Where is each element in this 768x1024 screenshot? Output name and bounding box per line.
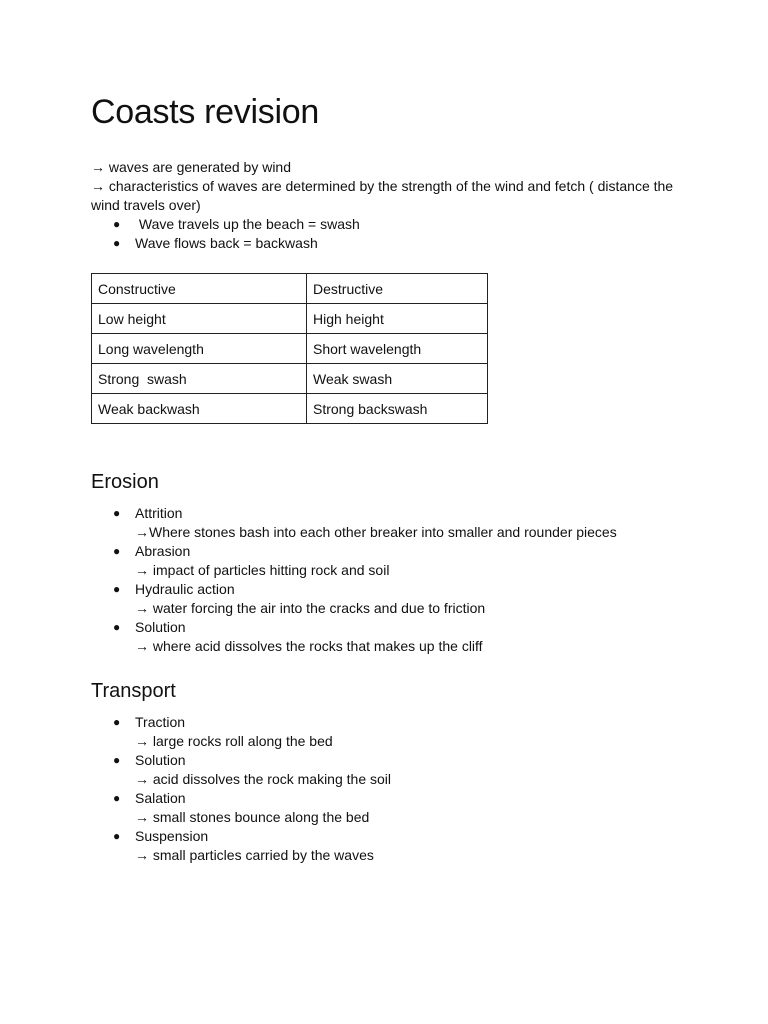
bullet-icon: ● <box>113 506 121 520</box>
transport-list <box>91 713 681 865</box>
erosion-heading: Erosion <box>91 471 159 493</box>
intro-line: → characteristics of waves are determined by the strength of the wind and fetch ( distance the wind travels over) <box>91 178 674 213</box>
list-item <box>91 234 681 253</box>
erosion-list <box>91 504 681 656</box>
list-item-term: Hydraulic action <box>135 581 235 597</box>
list-item-text: Wave flows back = backwash <box>135 235 318 251</box>
intro-section <box>91 158 681 253</box>
list-item-description: → impact of particles hitting rock and soil <box>135 562 390 578</box>
wave-comparison-table <box>91 273 488 424</box>
bullet-icon: ● <box>113 791 121 805</box>
list-item-term: Solution <box>135 619 186 635</box>
list-item <box>91 713 681 751</box>
list-item-term: Salation <box>135 790 186 806</box>
list-item <box>91 580 681 618</box>
erosion-section <box>91 504 681 656</box>
bullet-icon: ● <box>113 829 121 843</box>
intro-line: → waves are generated by wind <box>91 159 291 175</box>
table-row <box>92 364 488 394</box>
list-item-term: Suspension <box>135 828 209 844</box>
table-header-cell: Constructive <box>92 274 307 304</box>
table-header-cell: Destructive <box>307 274 488 304</box>
table-cell: Strong backswash <box>307 394 488 424</box>
table-cell: Long wavelength <box>92 334 307 364</box>
list-item <box>91 215 681 234</box>
bullet-icon: ● <box>113 582 121 596</box>
transport-section <box>91 713 681 865</box>
list-item-description: →Where stones bash into each other breaker into smaller and rounder pieces <box>135 524 617 540</box>
list-item-text: Wave travels up the beach = swash <box>135 216 360 232</box>
table-cell: Low height <box>92 304 307 334</box>
list-item-term: Attrition <box>135 505 183 521</box>
list-item <box>91 542 681 580</box>
bullet-icon: ● <box>113 217 121 231</box>
table-row <box>92 394 488 424</box>
list-item-description: → large rocks roll along the bed <box>135 733 333 749</box>
intro-bullet-list <box>91 215 681 253</box>
list-item <box>91 751 681 789</box>
list-item <box>91 618 681 656</box>
list-item-description: → where acid dissolves the rocks that makes up the cliff <box>135 638 483 654</box>
list-item <box>91 504 681 542</box>
bullet-icon: ● <box>113 544 121 558</box>
bullet-icon: ● <box>113 715 121 729</box>
table-cell: Weak swash <box>307 364 488 394</box>
table-row <box>92 304 488 334</box>
list-item-description: → acid dissolves the rock making the soil <box>135 771 391 787</box>
table-cell: High height <box>307 304 488 334</box>
list-item-term: Traction <box>135 714 186 730</box>
list-item-description: → water forcing the air into the cracks and due to friction <box>135 600 486 616</box>
bullet-icon: ● <box>113 236 121 250</box>
list-item-term: Solution <box>135 752 186 768</box>
table-row <box>92 274 488 304</box>
list-item-description: → small stones bounce along the bed <box>135 809 370 825</box>
table-cell: Short wavelength <box>307 334 488 364</box>
transport-heading: Transport <box>91 680 176 702</box>
table-row <box>92 334 488 364</box>
bullet-icon: ● <box>113 620 121 634</box>
bullet-icon: ● <box>113 753 121 767</box>
list-item <box>91 827 681 865</box>
list-item-term: Abrasion <box>135 543 191 559</box>
list-item-description: → small particles carried by the waves <box>135 847 374 863</box>
list-item <box>91 789 681 827</box>
table-cell: Weak backwash <box>92 394 307 424</box>
page-title: Coasts revision <box>91 93 319 131</box>
table-cell: Strong swash <box>92 364 307 394</box>
